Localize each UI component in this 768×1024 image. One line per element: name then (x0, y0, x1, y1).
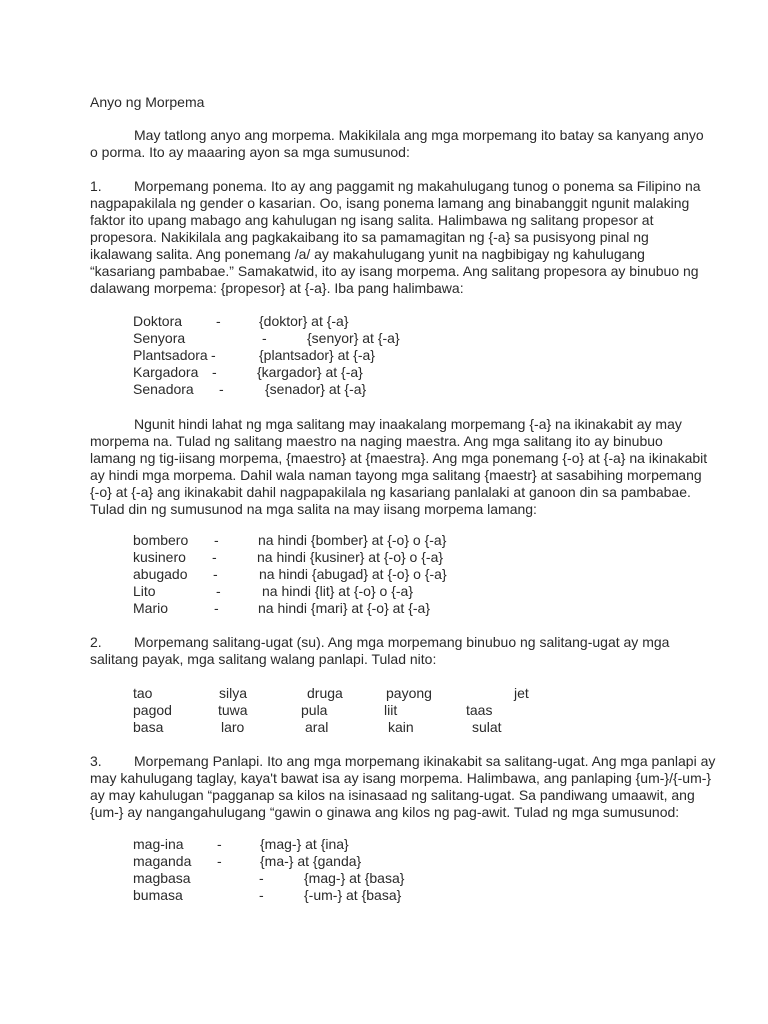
word-cell: basa (133, 719, 164, 735)
section-1-line: dalawang morpema: {propesor} at {-a}. Iba pang halimbawa: (90, 280, 464, 296)
example-parts: {doktor} at {-a} (259, 313, 349, 329)
section-3-line: Morpemang Panlapi. Ito ang mga morpemang ikinakabit sa salitang-ugat. Ang mga panlapi ay (134, 753, 716, 769)
page-title: Anyo ng Morpema (90, 94, 205, 110)
example-word: abugado (133, 566, 188, 582)
word-cell: laro (221, 719, 245, 735)
note-line: Tulad din ng sumusunod na mga salita na may iisang morpema lamang: (90, 501, 537, 517)
section-3-line: {um-} ay nangangahulugang “gawin o ginawa ang kilos ng pag-awit. Tulad ng mga sumusunod: (90, 804, 680, 820)
intro-paragraph (90, 127, 704, 161)
word-cell: payong (386, 685, 432, 701)
section-2-paragraph (90, 634, 690, 668)
word-cell: pagod (133, 702, 172, 718)
example-word: Plantsadora (133, 347, 208, 363)
example-parts: na hindi {abugad} at {-o} o {-a} (259, 566, 447, 582)
word-cell: pula (301, 702, 328, 718)
example-parts: {senador} at {-a} (265, 381, 367, 397)
example-word: Doktora (133, 313, 183, 329)
example-parts: {kargador} at {-a} (257, 364, 363, 380)
example-dash: - (212, 364, 217, 380)
intro-line: o porma. Ito ay maaaring ayon sa mga sumusunod: (90, 144, 410, 160)
section-1-line: nagpapakilala ng gender o kasarian. Oo, isang ponema lamang ang binabanggit ngunit malaking (90, 195, 690, 211)
example-word: Lito (133, 583, 156, 599)
example-word: Kargadora (133, 364, 199, 380)
section-1-note (90, 416, 710, 518)
section-1-paragraph (90, 178, 710, 297)
section-1-line: “kasariang pambabae.” Samakatwid, ito ay isang morpema. Ang salitang propesora ay binubuo ng (90, 263, 699, 279)
example-parts: na hindi {mari} at {-o} at {-a} (258, 600, 431, 616)
example-parts: na hindi {bomber} at {-o} o {-a} (258, 532, 447, 548)
example-word: magbasa (133, 870, 191, 886)
section-1-number: 1. (90, 178, 102, 194)
note-line: ay hindi mga morpema. Dahil wala naman tayong mga salitang {maestr} at sasabihing morpemang (90, 467, 702, 483)
section-2-number: 2. (90, 634, 102, 650)
section-3-number: 3. (90, 753, 102, 769)
example-dash: - (217, 836, 222, 852)
section-2-first-line (90, 634, 690, 651)
example-parts: {plantsador} at {-a} (259, 347, 375, 363)
example-dash: - (214, 600, 219, 616)
example-word: maganda (133, 853, 192, 869)
note-line: morpema na. Tulad ng salitang maestro na naging maestra. Ang mga salitang ito ay binubuo (90, 433, 663, 449)
example-parts: na hindi {lit} at {-o} o {-a} (262, 583, 414, 599)
example-parts: {ma-} at {ganda} (260, 853, 362, 869)
example-parts: {mag-} at {basa} (304, 870, 405, 886)
example-word: Senadora (133, 381, 194, 397)
section-1-line: ikalawang salita. Ang ponemang /a/ ay makahulugang yunit na nagbibigay ng kahulugang (90, 246, 645, 262)
example-dash: - (219, 381, 224, 397)
example-dash: - (214, 532, 219, 548)
section-1-line: propesora. Nakikilala ang pagkakaibang ito sa pamamagitan ng {-a} sa pusisyong pinal ng (90, 229, 649, 245)
example-dash: - (211, 347, 216, 363)
section-3-first-line (90, 753, 716, 770)
word-cell: kain (388, 719, 414, 735)
example-dash: - (216, 313, 221, 329)
example-dash: - (259, 887, 264, 903)
word-cell: jet (514, 685, 529, 701)
example-parts: na hindi {kusiner} at {-o} o {-a} (257, 549, 444, 565)
section-3-paragraph (90, 753, 716, 821)
section-1-line: Morpemang ponema. Ito ay ang paggamit ng makahulugang tunog o ponema sa Filipino na (134, 178, 701, 194)
word-cell: sulat (472, 719, 502, 735)
word-cell: druga (307, 685, 343, 701)
section-3-line: may kahulugang taglay, kaya't bawat isa ay isang morpema. Halimbawa, ang panlaping {um-}/{-um-} (90, 770, 712, 786)
example-parts: {mag-} at {ina} (260, 836, 349, 852)
example-word: mag-ina (133, 836, 184, 852)
example-word: kusinero (133, 549, 186, 565)
word-cell: aral (305, 719, 329, 735)
section-1-line: faktor ito upang mabago ang kahulugan ng isang salita. Halimbawa ng salitang propesor at (90, 212, 654, 228)
word-cell: tuwa (218, 702, 248, 718)
note-line: lamang ng tig-iisang morpema, {maestro} at {maestra}. Ang mga ponemang {-o} at {-a} na ikinakabit (90, 450, 708, 466)
example-dash: - (217, 853, 222, 869)
example-word: bombero (133, 532, 189, 548)
example-dash: - (259, 870, 264, 886)
example-parts: {-um-} at {basa} (304, 887, 402, 903)
intro-line: May tatlong anyo ang morpema. Makikilala ang mga morpemang ito batay sa kanyang anyo (134, 127, 704, 143)
note-line: Ngunit hindi lahat ng mga salitang may inaakalang morpemang {-a} na ikinakabit ay may (134, 416, 682, 432)
example-dash: - (262, 330, 267, 346)
example-dash: - (213, 566, 218, 582)
example-word: Senyora (133, 330, 186, 346)
word-cell: taas (466, 702, 493, 718)
example-dash: - (212, 549, 217, 565)
word-cell: liit (384, 702, 398, 718)
word-cell: tao (133, 685, 153, 701)
example-word: Mario (133, 600, 169, 616)
word-cell: silya (219, 685, 248, 701)
note-line: {-o} at {-a} ang ikinakabit dahil nagpapakilala ng kasariang panlalaki at ganoon din sa pambabae. (90, 484, 691, 500)
example-parts: {senyor} at {-a} (307, 330, 400, 346)
section-2-line: salitang payak, mga salitang walang panlapi. Tulad nito: (90, 651, 437, 667)
example-dash: - (216, 583, 221, 599)
section-1-first-line (90, 178, 710, 195)
section-3-line: ay may kahulugan “pagganap sa kilos na isinasaad ng salitang-ugat. Sa pandiwang umaawit, ang (90, 787, 695, 803)
example-word: bumasa (133, 887, 183, 903)
section-2-line: Morpemang salitang-ugat (su). Ang mga morpemang binubuo ng salitang-ugat ay mga (134, 634, 670, 650)
